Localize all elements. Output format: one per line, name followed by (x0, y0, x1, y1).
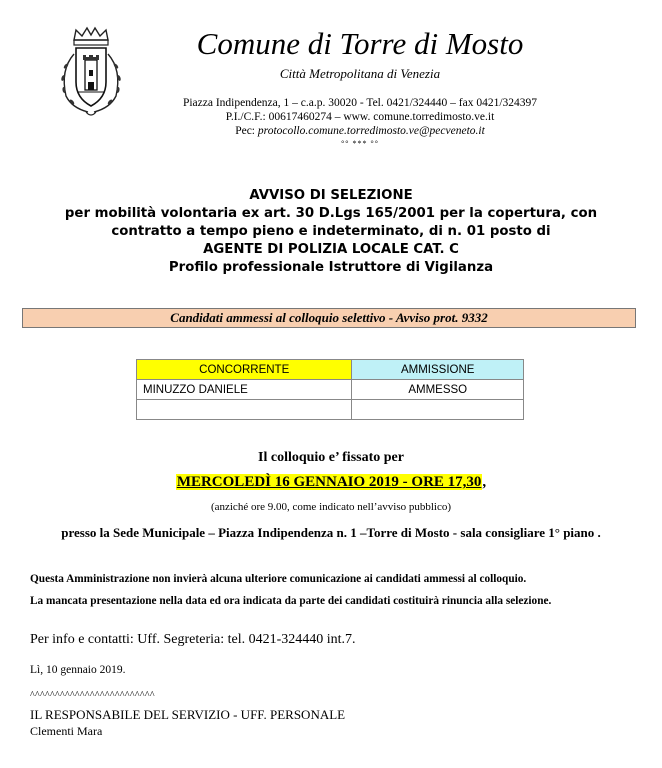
interview-date-suffix: , (482, 474, 487, 490)
signatory-role: IL RESPONSABILE DEL SERVIZIO - UFF. PERSONALE (30, 707, 346, 722)
notice-line-4: AGENTE DI POLIZIA LOCALE CAT. C (203, 242, 459, 257)
column-header-admission: AMMISSIONE (352, 360, 524, 380)
municipality-subtitle: Città Metropolitana di Venezia (279, 66, 441, 81)
notice-line-3: contratto a tempo pieno e indeterminato, di n. 01 posto di (111, 224, 551, 239)
header-vat-website: P.I./C.F.: 00617460274 – www. comune.torredimosto.ve.it (225, 111, 495, 123)
candidate-name-cell (137, 400, 352, 420)
document-date: Lì, 10 gennaio 2019. (30, 664, 126, 676)
pec-label: Pec: (235, 125, 258, 137)
interview-date: MERCOLEDÌ 16 GENNAIO 2019 - ORE 17,30 (176, 474, 482, 490)
admission-status-cell: AMMESSO (352, 380, 524, 400)
candidates-table (136, 359, 524, 420)
signatory-name: Clementi Mara (30, 724, 103, 738)
municipality-title: Comune di Torre di Mosto (196, 26, 524, 61)
admission-status-cell (352, 400, 524, 420)
candidate-name-cell: MINUZZO DANIELE (137, 380, 352, 400)
notice-line-5: Profilo professionale Istruttore di Vigilanza (168, 260, 494, 275)
column-header-candidate: CONCORRENTE (137, 360, 352, 380)
header-ornament: °° *** °° (341, 139, 379, 148)
header-address: Piazza Indipendenza, 1 – c.a.p. 30020 - Tel. 0421/324440 – fax 0421/324397 (182, 97, 538, 109)
notice-line-2: per mobilità volontaria ex art. 30 D.Lgs 165/2001 per la copertura, con (64, 206, 598, 221)
table-row (137, 400, 524, 420)
signature-separator: ^^^^^^^^^^^^^^^^^^^^^^^^^ (30, 690, 155, 701)
absence-renunciation-paragraph: La mancata presentazione nella data ed ora indicata da parte dei candidati costituirà rinuncia alla selezione. (30, 595, 552, 607)
municipal-crest-icon (52, 26, 130, 120)
interview-intro: Il colloquio e’ fissato per (258, 450, 404, 465)
interview-date-line (0, 474, 662, 491)
interview-note: (anziché ore 9.00, come indicato nell’avviso pubblico) (210, 501, 452, 513)
table-header-row (137, 360, 524, 380)
interview-location: presso la Sede Municipale – Piazza Indipendenza n. 1 –Torre di Mosto - sala consigliare 1° piano . (61, 525, 601, 540)
header-pec (120, 124, 600, 138)
admitted-candidates-banner: Candidati ammessi al colloquio selettivo - Avviso prot. 9332 (22, 308, 636, 328)
pec-address-link[interactable]: protocollo.comune.torredimosto.ve@pecveneto.it (257, 125, 485, 137)
notice-title: AVVISO DI SELEZIONE (249, 188, 413, 203)
table-row (137, 380, 524, 400)
contacts-info: Per info e contatti: Uff. Segreteria: tel. 0421-324440 int.7. (30, 632, 356, 647)
no-further-communication-paragraph: Questa Amministrazione non invierà alcuna ulteriore comunicazione ai candidati ammessi al colloquio. (30, 573, 527, 585)
